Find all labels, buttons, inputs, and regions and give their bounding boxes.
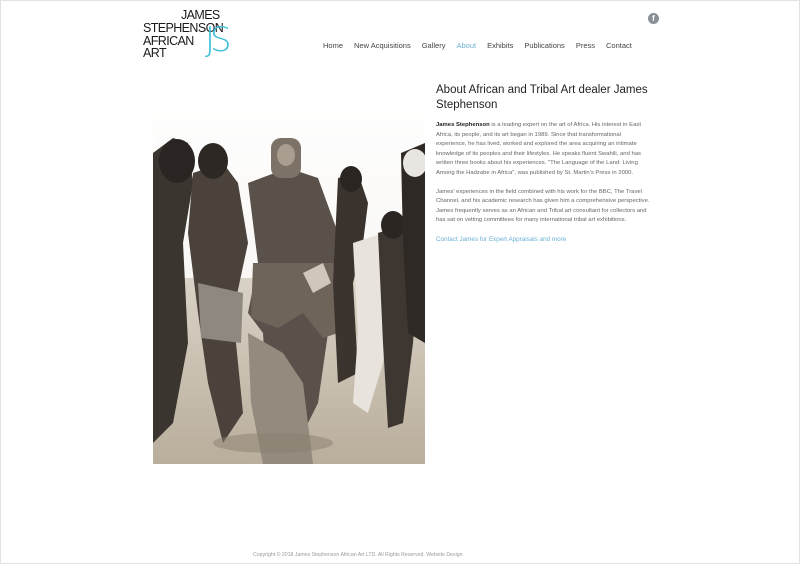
nav-contact[interactable]: Contact xyxy=(605,41,632,50)
logo-line-1: JAMES xyxy=(181,8,220,22)
nav-about[interactable]: About xyxy=(456,41,477,50)
main-nav xyxy=(323,41,632,50)
logo-line-3: AFRICAN ART xyxy=(143,34,194,60)
nav-home[interactable]: Home xyxy=(323,41,344,50)
nav-new-acquisitions[interactable]: New Acquisitions xyxy=(354,41,411,50)
contact-link[interactable]: Contact James for Expert Appraisals and more xyxy=(436,235,567,243)
nav-press[interactable]: Press xyxy=(575,41,595,50)
nav-gallery[interactable]: Gallery xyxy=(421,41,446,50)
page-title: About African and Tribal Art dealer James Stephenson xyxy=(436,84,648,111)
intro-text: is a leading expert on the art of Africa. His interest in East Africa, its people, and its art began in 1989. Since that transformational experience, he has lived, worked and explored the area acquiring an intimate knowledge of its peoples and their lifestyles. He speaks fluent Swahili, and has written three books about his experiences. "The Language of the Land: Living Among the Hadzabe in Africa", was published by St. Martin's Press in 2000. xyxy=(436,122,641,176)
about-paragraph-2: James' experiences in the field combined with his work for the BBC, The Travel Channel, and his academic research has given him a comprehensive perspective. James frequently serves as an African and Tribal art consultant for collectors and has sat on vetting committees for many international tribal art exhibitions. xyxy=(436,188,650,224)
about-photo xyxy=(153,83,425,464)
about-paragraph-1 xyxy=(436,121,651,179)
logo-line-2: STEPHENSON xyxy=(143,21,224,35)
nav-exhibits[interactable]: Exhibits xyxy=(487,41,514,50)
nav-publications[interactable]: Publications xyxy=(524,41,565,50)
logo-monogram: JS xyxy=(205,20,227,60)
site-logo[interactable] xyxy=(143,9,248,61)
facebook-icon[interactable]: f xyxy=(648,13,659,24)
about-section xyxy=(436,83,651,243)
intro-name: James Stephenson xyxy=(436,122,490,128)
footer-copyright: Copyright © 2018 James Stephenson African Art LTD. All Rights Reserved. Website Design xyxy=(253,552,463,558)
